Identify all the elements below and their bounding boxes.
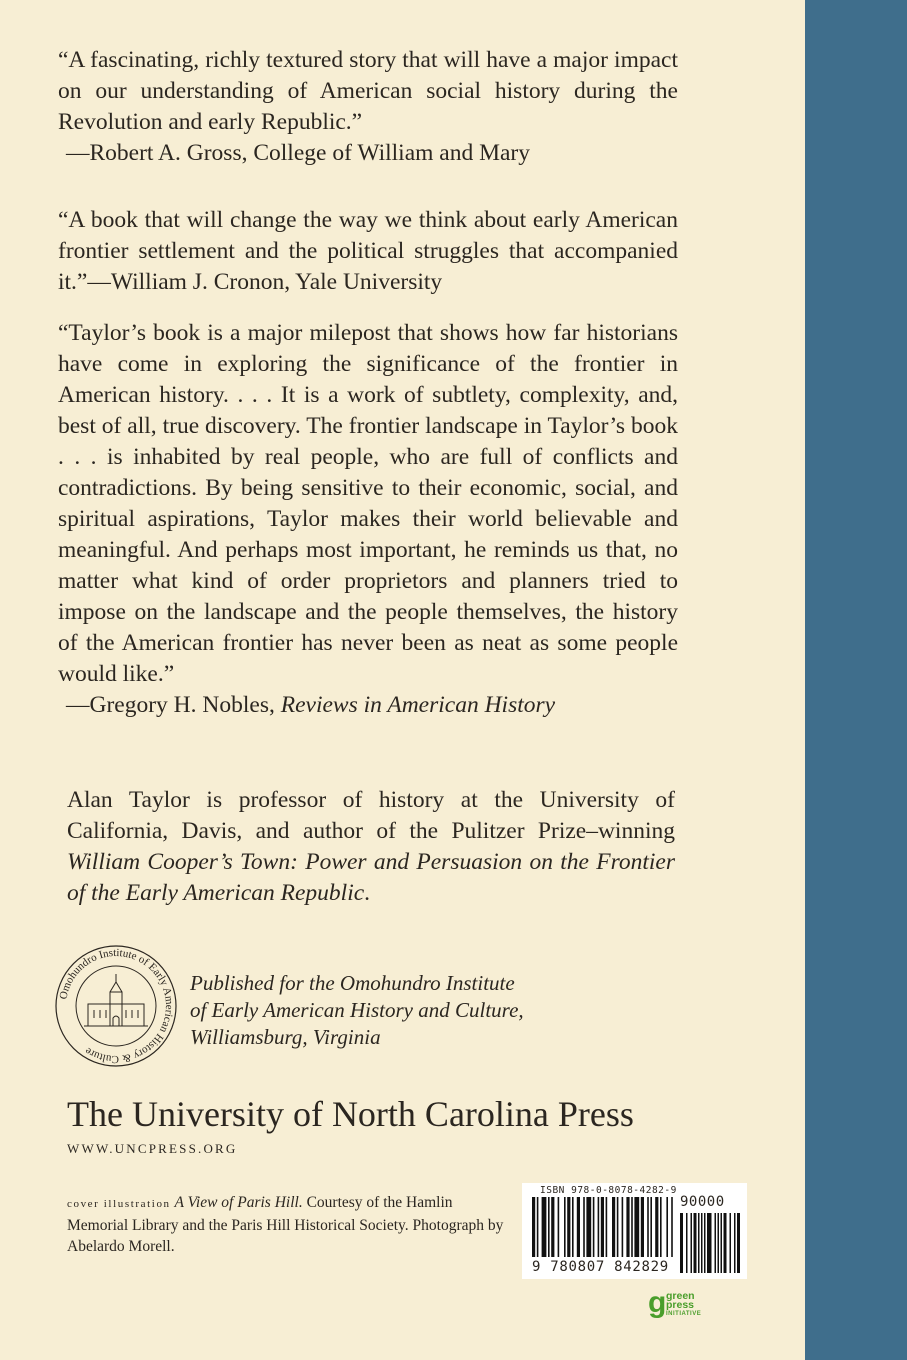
barcode-bar: [567, 1197, 570, 1257]
green-press-line: green: [666, 1290, 695, 1302]
barcode-digits: 9 780807 842829: [532, 1259, 669, 1275]
barcode-bar: [598, 1197, 600, 1257]
barcode-addon-bar: [737, 1213, 740, 1273]
isbn-label: ISBN 978-0-8078-4282-9: [540, 1185, 677, 1196]
barcode-bar: [631, 1197, 633, 1257]
barcode-addon-bar: [730, 1213, 732, 1273]
barcode-bar: [542, 1197, 547, 1257]
barcode-bar: [606, 1197, 608, 1257]
barcode-bar: [671, 1197, 673, 1257]
green-press-g-icon: g: [648, 1286, 667, 1319]
cover-credit: [67, 1192, 507, 1257]
published-line: Williamsburg, Virginia: [190, 1025, 381, 1049]
published-line: of Early American History and Culture,: [190, 998, 524, 1022]
barcode-bar: [586, 1197, 591, 1257]
green-press-line: INITIATIVE: [666, 1311, 702, 1317]
barcode-bar: [601, 1197, 604, 1257]
quote-cronon: [58, 205, 678, 298]
barcode-addon-bar: [707, 1213, 712, 1273]
barcode-bar: [617, 1197, 619, 1257]
barcode-bar: [564, 1197, 566, 1257]
barcode-bar: [551, 1197, 554, 1257]
quote-gross: [58, 45, 678, 169]
barcode-addon-bar: [686, 1213, 688, 1273]
barcode-addon-bar: [694, 1213, 697, 1273]
barcode-addon-bar: [704, 1213, 706, 1273]
published-line: Published for the Omohundro Institute: [190, 971, 515, 995]
quote-text: “A fascinating, richly textured story that will have a major impact on our understanding of American social history during the Revolution and early Republic.”: [58, 47, 678, 135]
bio-text: Alan Taylor is professor of history at the University of California, Davis, and author of the Pulitzer Prize–winning: [67, 787, 675, 844]
barcode-addon-bar: [698, 1213, 700, 1273]
publisher-name: The University of North Carolina Press: [67, 1094, 634, 1134]
barcode-bar: [660, 1197, 662, 1257]
barcode-bar: [593, 1197, 595, 1257]
bio-book-title: William Cooper’s Town: Power and Persuasion on the Frontier of the Early American Republic: [67, 849, 675, 906]
omohundro-institute-seal: [54, 944, 178, 1068]
barcode-addon-bar: [715, 1213, 717, 1273]
barcode-bar: [641, 1197, 644, 1257]
green-press-text: [666, 1292, 701, 1319]
author-bio: [67, 785, 675, 909]
quote-attribution: [58, 690, 678, 721]
barcode-addon-bar: [691, 1213, 693, 1273]
barcode-bar: [532, 1197, 535, 1257]
attribution-name: —Gregory H. Nobles,: [66, 692, 281, 718]
credit-label: cover illustration: [67, 1198, 171, 1210]
barcode-bar: [548, 1197, 550, 1257]
barcode-addon: 90000: [680, 1194, 725, 1210]
barcode-bar: [558, 1197, 560, 1257]
barcode-bar: [650, 1197, 652, 1257]
barcode-bar: [577, 1197, 580, 1257]
barcode-bar: [634, 1197, 639, 1257]
publisher-website[interactable]: WWW.UNCPRESS.ORG: [67, 1141, 238, 1156]
barcode-bar: [583, 1197, 585, 1257]
barcode-bar: [666, 1197, 668, 1257]
green-press-logo: [648, 1286, 728, 1330]
svg-text:Omohundro Institute of Early A: [57, 947, 175, 1065]
barcode-addon-bar: [718, 1213, 720, 1273]
attribution-source: Reviews in American History: [280, 692, 556, 718]
barcode-bar: [612, 1197, 615, 1257]
barcode-bar: [572, 1197, 574, 1257]
barcode-addon-bar: [724, 1213, 727, 1273]
barcode-bar: [647, 1197, 649, 1257]
isbn-barcode: [522, 1183, 747, 1279]
quote-text: “A book that will change the way we think about early American frontier settlement and the political struggles that accompanied it.”—William J. Cronon, Yale University: [58, 207, 678, 295]
published-for: [190, 970, 524, 1051]
seal-text: Omohundro Institute of Early American History & Culture: [57, 946, 176, 1066]
green-press-line: press: [666, 1299, 695, 1311]
bio-end: .: [364, 880, 371, 906]
barcode-addon-bar: [721, 1213, 723, 1273]
credit-text: Courtesy of the Hamlin Memorial Library and the Paris Hill Historical Society. Photograph by Abelardo Morell.: [67, 1194, 504, 1255]
barcode-bar: [626, 1197, 629, 1257]
quote-attribution: —Robert A. Gross, College of William and Mary: [66, 140, 530, 166]
credit-title: A View of Paris Hill.: [174, 1194, 303, 1211]
barcode-bar: [655, 1197, 658, 1257]
building-icon: [84, 974, 148, 1026]
barcode-addon-bar: [701, 1213, 703, 1273]
barcode-bar: [537, 1197, 539, 1257]
barcode-addon-bar: [680, 1213, 683, 1273]
quote-text: “Taylor’s book is a major milepost that shows how far historians have come in exploring the significance of the frontier in American history. . . . It is a work of subtlety, complexity, and, best of all, true discovery. The frontier landscape in Taylor’s book . . . is inhabited by real people, who are full of conflicts and contradictions. By being sensitive to their economic, social, and spiritual aspirations, Taylor makes their world believable and meaningful. And perhaps most important, he reminds us that, no matter what kind of order proprietors and planners tried to impose on the landscape and the people themselves, the history of the American frontier has never been as neat as some people would like.”: [58, 320, 678, 687]
barcode-addon-bar: [734, 1213, 736, 1273]
barcode-bar: [622, 1197, 624, 1257]
quote-nobles: [58, 318, 678, 721]
spine-band: [805, 0, 907, 1360]
